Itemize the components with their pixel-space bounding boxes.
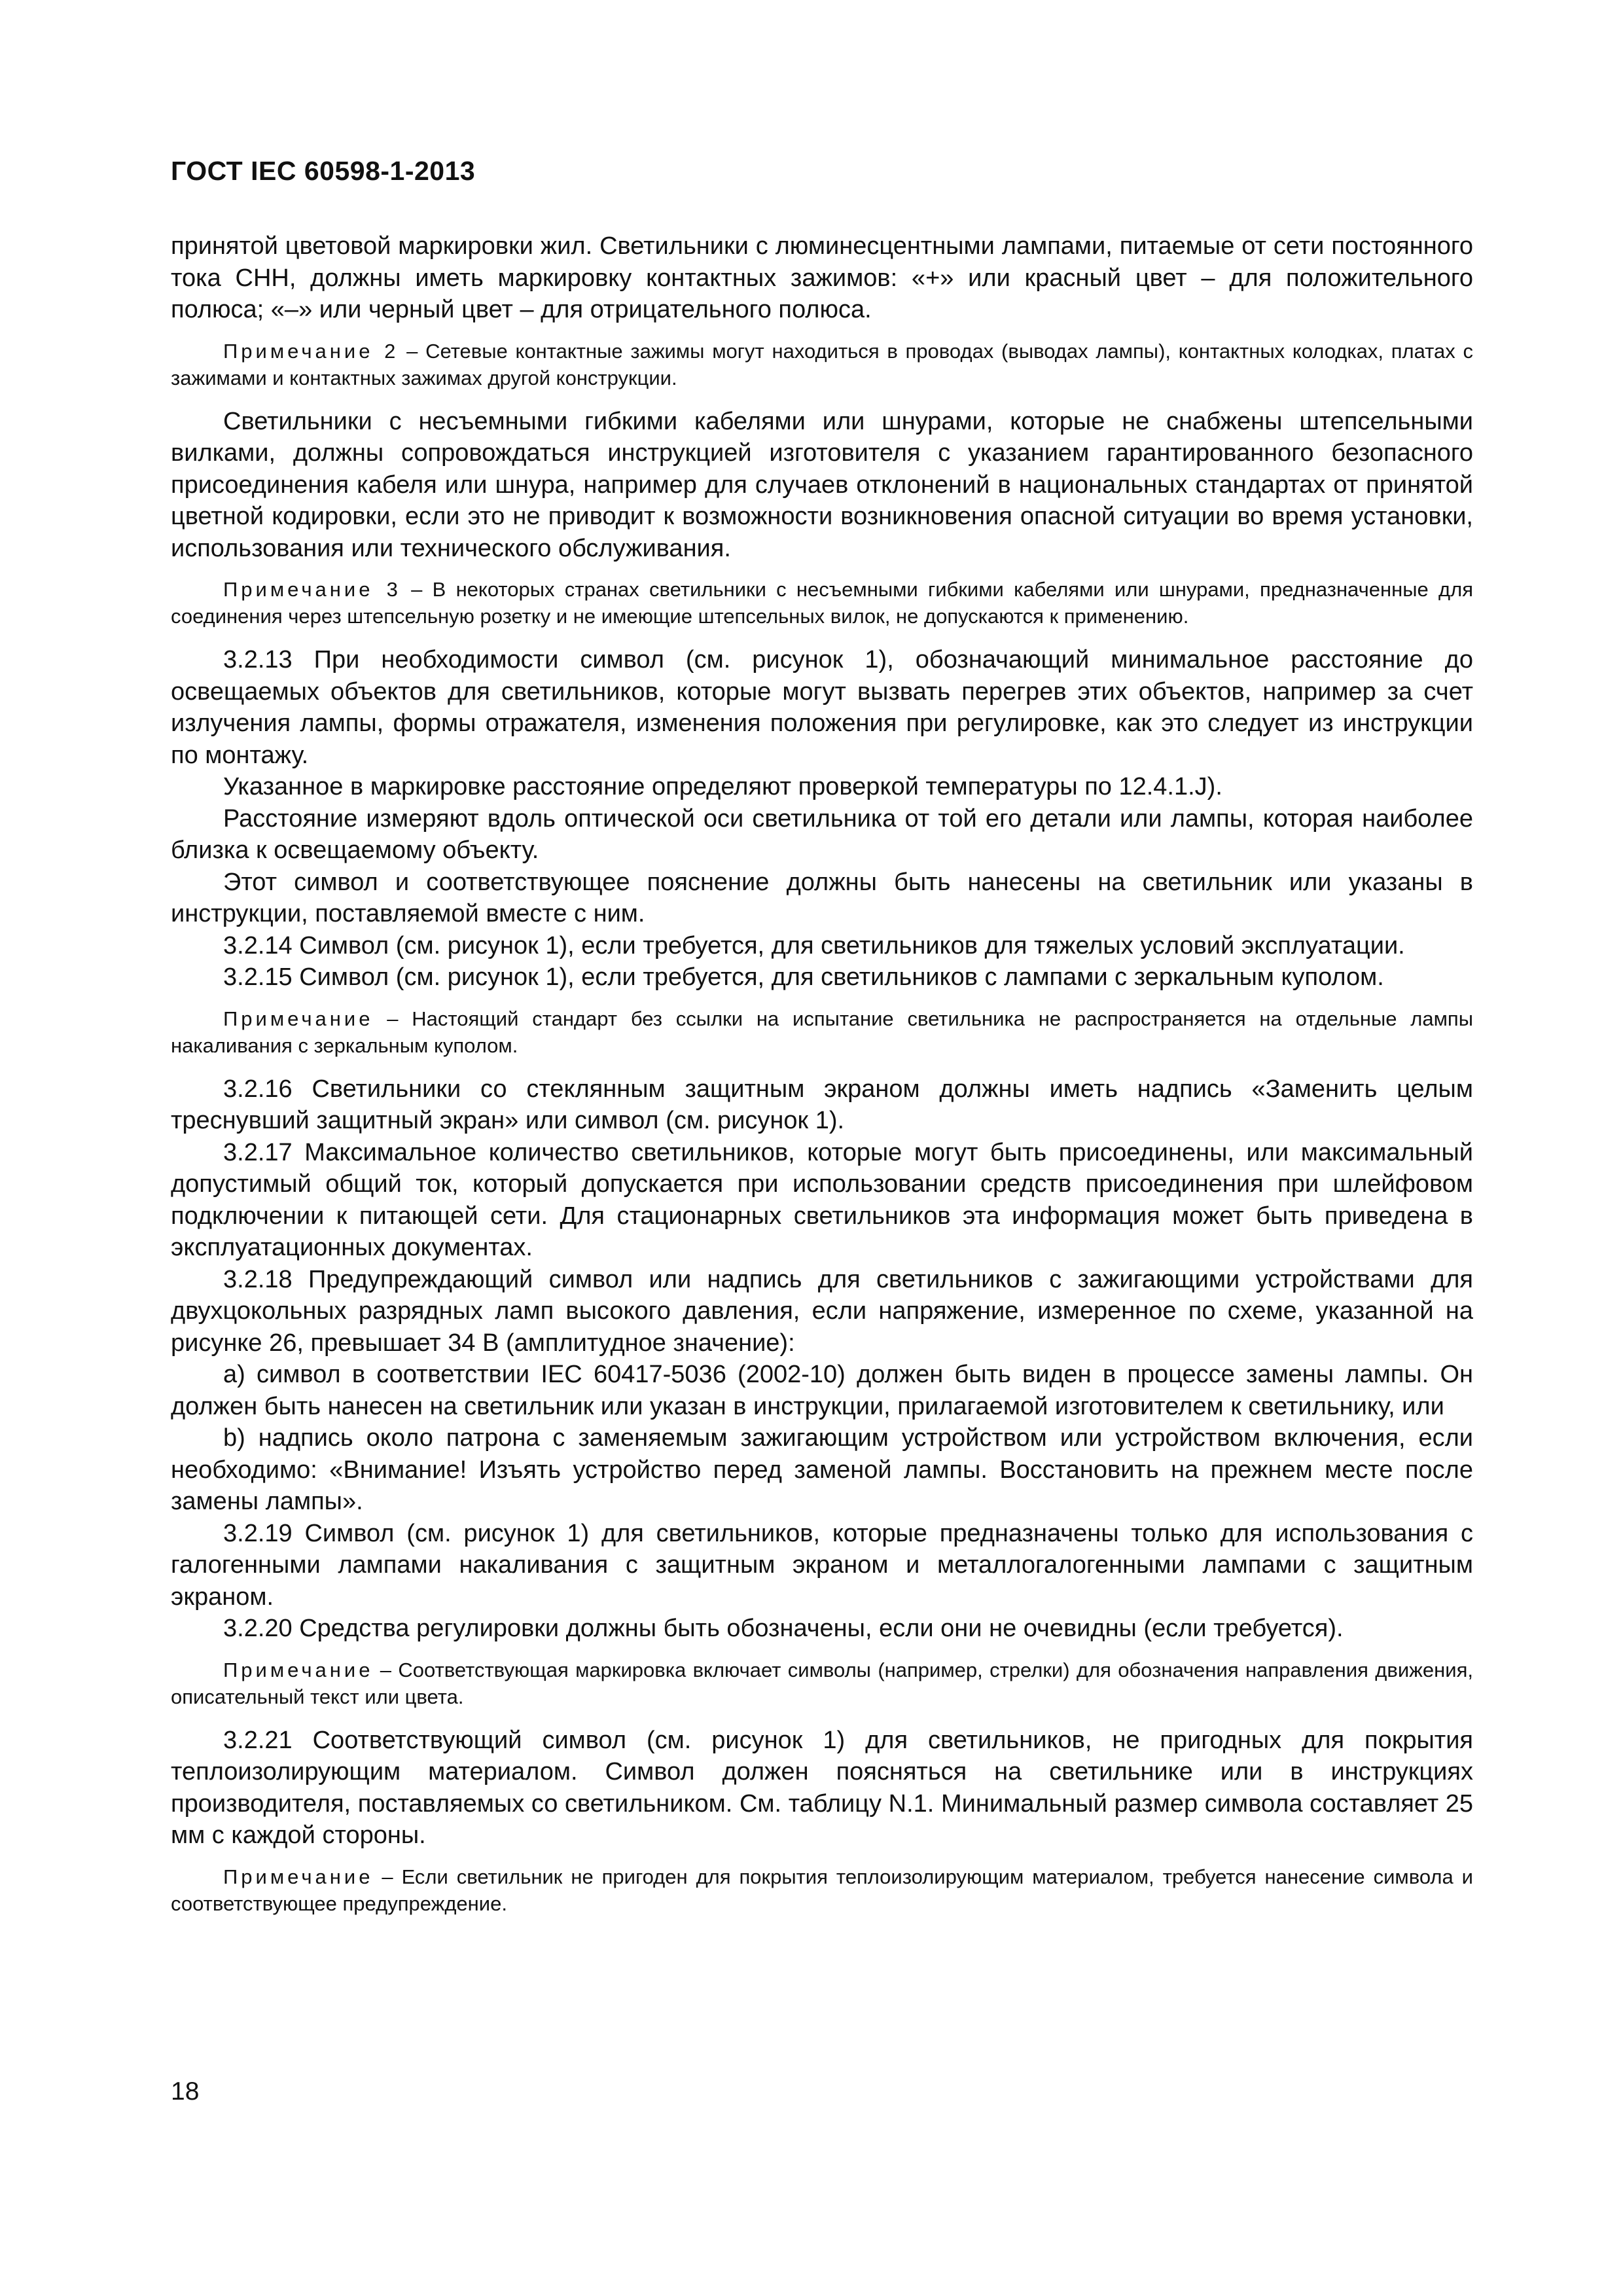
- note-label: Примечание: [223, 1007, 374, 1030]
- note: [171, 1863, 1473, 1917]
- note-label: Примечание 3: [223, 578, 401, 601]
- paragraph: Этот символ и соответствующее пояснение должны быть нанесены на светильник или указаны в инструкции, поставляемой вместе с ним.: [171, 868, 1473, 927]
- page-number: 18: [171, 2077, 200, 2106]
- clause-3-2-17: 3.2.17 Максимальное количество светильников, которые могут быть присоединены, или максимальный допустимый общий ток, который допускается при использовании средств присоединения при шлейфовом подключении к питающей сети. Для стационарных светильников эта информация может быть приведена в эксплуатационных документах.: [171, 1138, 1473, 1261]
- note-text: – В некоторых странах светильники с несъемными гибкими кабелями или шнурами, предназначенные для соединения через штепсельную розетку и не имеющие штепсельных вилок, не допускаются к применению.: [171, 578, 1473, 628]
- clause-3-2-20: 3.2.20 Средства регулировки должны быть обозначены, если они не очевидны (если требуется).: [223, 1615, 1344, 1642]
- document-body: [171, 230, 1473, 1931]
- document-header: ГОСТ IEC 60598-1-2013: [171, 156, 476, 186]
- clause-3-2-13: 3.2.13 При необходимости символ (см. рисунок 1), обозначающий минимальное расстояние до освещаемых объектов для светильников, которые могут вызвать перегрев этих объектов, например за счет излучения лампы, формы отражателя, изменения положения при регулировке, как это следует из инструкции по монтажу.: [171, 646, 1473, 769]
- note: [171, 1005, 1473, 1059]
- note-label: Примечание 2: [223, 339, 399, 363]
- clause-3-2-14: 3.2.14 Символ (см. рисунок 1), если требуется, для светильников для тяжелых условий эксплуатации.: [223, 931, 1405, 960]
- clause-3-2-19: 3.2.19 Символ (см. рисунок 1) для светильников, которые предназначены только для использования с галогенными лампами накаливания с защитным экраном и металлогалогенными лампами с защитным экраном.: [171, 1519, 1473, 1611]
- paragraph: Светильники с несъемными гибкими кабелями или шнурами, которые не снабжены штепсельными вилками, должны сопровождаться инструкцией изготовителя с указанием гарантированного безопасного присоединения кабеля или шнура, например для случаев отклонений в национальных стандартах от принятой цветной кодировки, если это не приводит к возможности возникновения опасной ситуации во время установки, использования или технического обслуживания.: [171, 407, 1473, 562]
- note: [171, 1657, 1473, 1710]
- note-text: – Если светильник не пригоден для покрытия теплоизолирующим материалом, требуется нанесение символа и соответствующее предупреждение.: [171, 1865, 1473, 1915]
- note-label: Примечание: [223, 1865, 374, 1888]
- list-item-a: a) символ в соответствии IEC 60417-5036 (2002-10) должен быть виден в процессе замены лампы. Он должен быть нанесен на светильник или указан в инструкции, прилагаемой изготовителем к светильнику, или: [171, 1361, 1473, 1420]
- paragraph: принятой цветовой маркировки жил. Светильники с люминесцентными лампами, питаемые от сети постоянного тока СНН, должны иметь маркировку контактных зажимов: «+» или красный цвет – для положительного полюса; «–» или черный цвет – для отрицательного полюса.: [171, 232, 1473, 323]
- clause-3-2-18: 3.2.18 Предупреждающий символ или надпись для светильников с зажигающими устройствами для двухцокольных разрядных ламп высокого давления, если напряжение, измеренное по схеме, указанной на рисунке 26, превышает 34 В (амплитудное значение):: [171, 1265, 1473, 1357]
- note-label: Примечание: [223, 1658, 374, 1681]
- clause-3-2-21: 3.2.21 Соответствующий символ (см. рисунок 1) для светильников, не пригодных для покрытия теплоизолирующим материалом. Символ должен поясняться на светильнике или в инструкциях производителя, поставляемых со светильником. См. таблицу N.1. Минимальный размер символа составляет 25 мм с каждой стороны.: [171, 1726, 1473, 1849]
- note-text: – Соответствующая маркировка включает символы (например, стрелки) для обозначения направления движения, описательный текст или цвета.: [171, 1658, 1473, 1708]
- note: [171, 576, 1473, 630]
- note: [171, 338, 1473, 391]
- paragraph: Расстояние измеряют вдоль оптической оси светильника от той его детали или лампы, которая наиболее близка к освещаемому объекту.: [171, 804, 1473, 864]
- list-item-b: b) надпись около патрона с заменяемым зажигающим устройством или устройством включения, если необходимо: «Внимание! Изъять устройство перед заменой лампы. Восстановить на прежнем месте после замены лампы».: [171, 1424, 1473, 1515]
- clause-3-2-16: 3.2.16 Светильники со стеклянным защитным экраном должны иметь надпись «Заменить целым треснувший защитный экран» или символ (см. рисунок 1).: [171, 1075, 1473, 1134]
- paragraph: Указанное в маркировке расстояние определяют проверкой температуры по 12.4.1.J).: [223, 773, 1222, 800]
- clause-3-2-15: 3.2.15 Символ (см. рисунок 1), если требуется, для светильников с лампами с зеркальным куполом.: [223, 963, 1384, 991]
- note-text: – Настоящий стандарт без ссылки на испытание светильника не распространяется на отдельные лампы накаливания с зеркальным куполом.: [171, 1007, 1473, 1057]
- note-text: – Сетевые контактные зажимы могут находиться в проводах (выводах лампы), контактных колодках, платах с зажимами и контактных зажимах другой конструкции.: [171, 339, 1473, 389]
